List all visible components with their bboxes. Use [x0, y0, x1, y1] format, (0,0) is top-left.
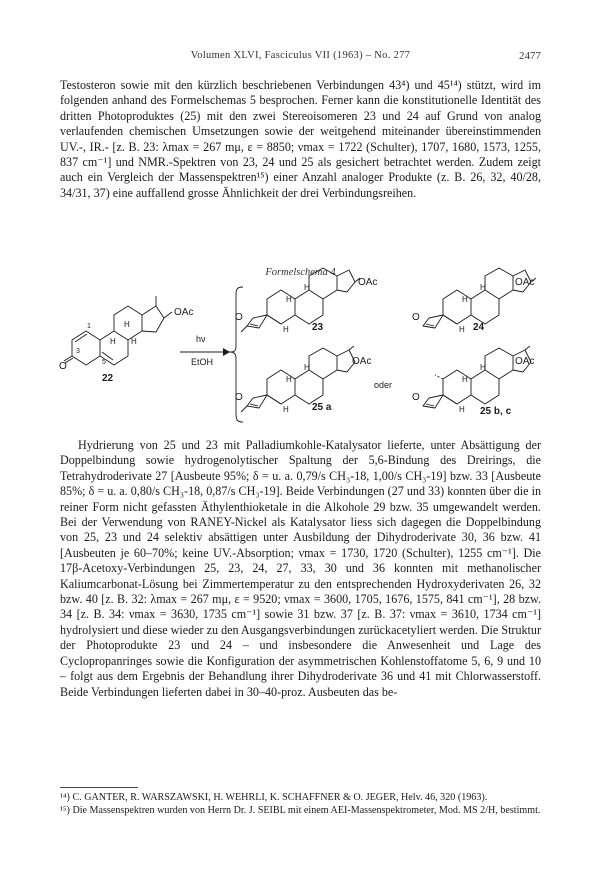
- locant-5: 5: [102, 359, 106, 366]
- locant-3: 3: [76, 348, 80, 355]
- footnotes: [60, 792, 541, 817]
- h-label: H: [110, 337, 116, 346]
- footnote-text: Die Massenspektren wurden von Herrn Dr. J. SEIBL mit einem AEI-Massenspektrometer, Mod. MS 2/H, bestimmt.: [72, 804, 541, 816]
- journal-reference: Volumen XLVI, Fasciculus VII (1963) – No. 277: [190, 50, 411, 61]
- substituent-label-25bc: OAc: [515, 356, 535, 367]
- footnote-rule: [60, 787, 138, 788]
- h-label: H: [283, 405, 289, 414]
- oder-label: oder: [374, 380, 393, 390]
- structure-25a: [235, 346, 371, 414]
- running-header: [60, 50, 541, 66]
- h-label: H: [459, 325, 465, 334]
- substituent-label-22: OAc: [174, 307, 194, 318]
- h-label: H: [304, 363, 310, 372]
- h-label: H: [480, 363, 486, 372]
- structure-22: [59, 296, 193, 384]
- h-label: H: [462, 375, 468, 384]
- paragraph-intro: Testosteron sowie mit den kürzlich beschriebenen Verbindungen 43⁴) und 45¹⁴) stützt, wird im folgenden anhand des Formelschemas 5 besprochen. Ferner kann die konstitutionelle Identität des dritten Photoproduktes (25) mit den zwei Stereoisomeren 23 und 24 auf Grund von analog verlaufenden chemischen Umsetzungen sowie der weitgehend miteinander übereinstimmenden UV.-, IR.- [z. B. 23: λmax = 267 mμ, ε = 8850; νmax = 1722 (Schulter), 1707, 1680, 1573, 1255, 837 cm⁻¹] und NMR.-Spektren von 23, 24 und 25 als gesichert betrachtet werden. Zudem zeigt auch ein Vergleich der Massenspektren¹⁵) einer Anzahl analoger Produkte (z. B. 26, 32, 40/28, 34/31, 37) eine auffallend grosse Ähnlichkeit der drei Verbindungsreihen.: [60, 78, 541, 200]
- carbonyl-label-22: O: [59, 361, 67, 372]
- structure-25bc: [412, 346, 534, 417]
- substituent-label-25a: OAc: [352, 356, 372, 367]
- reaction-arrow: [180, 334, 230, 367]
- substituent-label-24: OAc: [515, 277, 535, 288]
- footnote-mark: ¹⁴): [60, 792, 70, 803]
- footnote-mark: ¹⁵): [60, 804, 70, 816]
- substituent-label-23: OAc: [358, 277, 378, 288]
- h-label: H: [462, 295, 468, 304]
- paragraph-hydrogenation: Hydrierung von 25 und 23 mit Palladiumkohle-Katalysator lieferte, unter Absättigung der Doppelbindung sowie hydrogenolytischer Spaltung der 5,6-Bindung des Dreirings, die Tetrahydroderivate 27 [Ausbeute 95%; δ = u. a. 0,79/s CH₃-18, 1,00/s CH₃-19] bzw. 33 [Ausbeute 85%; δ = u. a. 0,80/s CH₃-18, 0,87/s CH₃-19]. Beide Verbindungen (27 und 33) konnten über die in reiner Form nicht gefassten Äthylenthioketale in die Alkohole 29 bzw. 35 umgewandelt werden. Bei der Verwendung von RANEY-Nickel als Katalysator liess sich dagegen die Doppelbindung von 25, 23 und 24 selektiv absättigen unter Ausbildung der Dihydroderivate 30, 36 bzw. 41 [Ausbeuten je 60–70%; keine UV.-Absorption; νmax = 1730, 1720 (Schulter), 1255 cm⁻¹]. Die 17β-Acetoxy-Verbindungen 25, 23, 24, 27, 33, 30 und 36 konnten mit methanolischer Kaliumcarbonat-Lösung bei Zimmertemperatur zu den entsprechenden Hydroxyderivaten 26, 32 bzw. 40 [z. B. 32: λmax = 267 mμ, ε = 9520; νmax = 3600, 1705, 1676, 1575, 841 cm⁻¹], 28 bzw. 34 [z. B. 34: νmax = 3630, 1735 cm⁻¹] sowie 31 bzw. 37 [z. B. 37: νmax = 3610, 1734 cm⁻¹] hydrolysiert und diese wieder zu den Ausgangsverbindungen zurückacetyliert werden. Die Struktur der Photoprodukte 23 und 24 – und insbesondere die Anwesenheit und Lage des Cyclopropanringes sowie die Konfiguration der asymmetrischen Kohlenstoffatome 5, 6, 9 und 10 – folgt aus dem Ergebnis der Behandlung ihrer Dihydroderivate 36 und 41 mit Chlorwasserstoff. Beide Verbindungen lieferten dabei in 30–40-proz. Ausbeuten das be-: [60, 438, 541, 699]
- formula-scheme: [59, 277, 541, 432]
- reagent-label: hν: [196, 334, 206, 344]
- compound-label-25bc: 25 b, c: [480, 406, 512, 417]
- h-label: H: [283, 325, 289, 334]
- compound-label-24: 24: [473, 322, 485, 333]
- compound-label-25a: 25 a: [312, 402, 332, 413]
- carbonyl-label-25a: O: [235, 392, 243, 403]
- footnote-15: [60, 805, 541, 818]
- footnote-text: C. GANTER, R. WARSZAWSKI, H. WEHRLI, K. SCHAFFNER & O. JEGER, Helv. 46, 320 (1963).: [72, 792, 488, 803]
- h-label: H: [480, 283, 486, 292]
- footnote-14: [60, 792, 541, 805]
- carbonyl-label-23: O: [235, 312, 243, 323]
- page-number: 2477: [519, 50, 541, 62]
- h-label: H: [124, 320, 130, 329]
- carbonyl-label-25bc: O: [412, 392, 420, 403]
- h-label: H: [131, 337, 137, 346]
- compound-label-22: 22: [102, 373, 114, 384]
- scheme-title: Formelschema 4: [265, 267, 336, 278]
- h-label: H: [459, 405, 465, 414]
- compound-label-23: 23: [312, 322, 324, 333]
- h-label: H: [304, 283, 310, 292]
- locant-1: 1: [87, 323, 91, 330]
- carbonyl-label-24: O: [412, 312, 420, 323]
- solvent-label: EtOH: [191, 357, 214, 367]
- h-label: H: [286, 375, 292, 384]
- h-label: H: [286, 295, 292, 304]
